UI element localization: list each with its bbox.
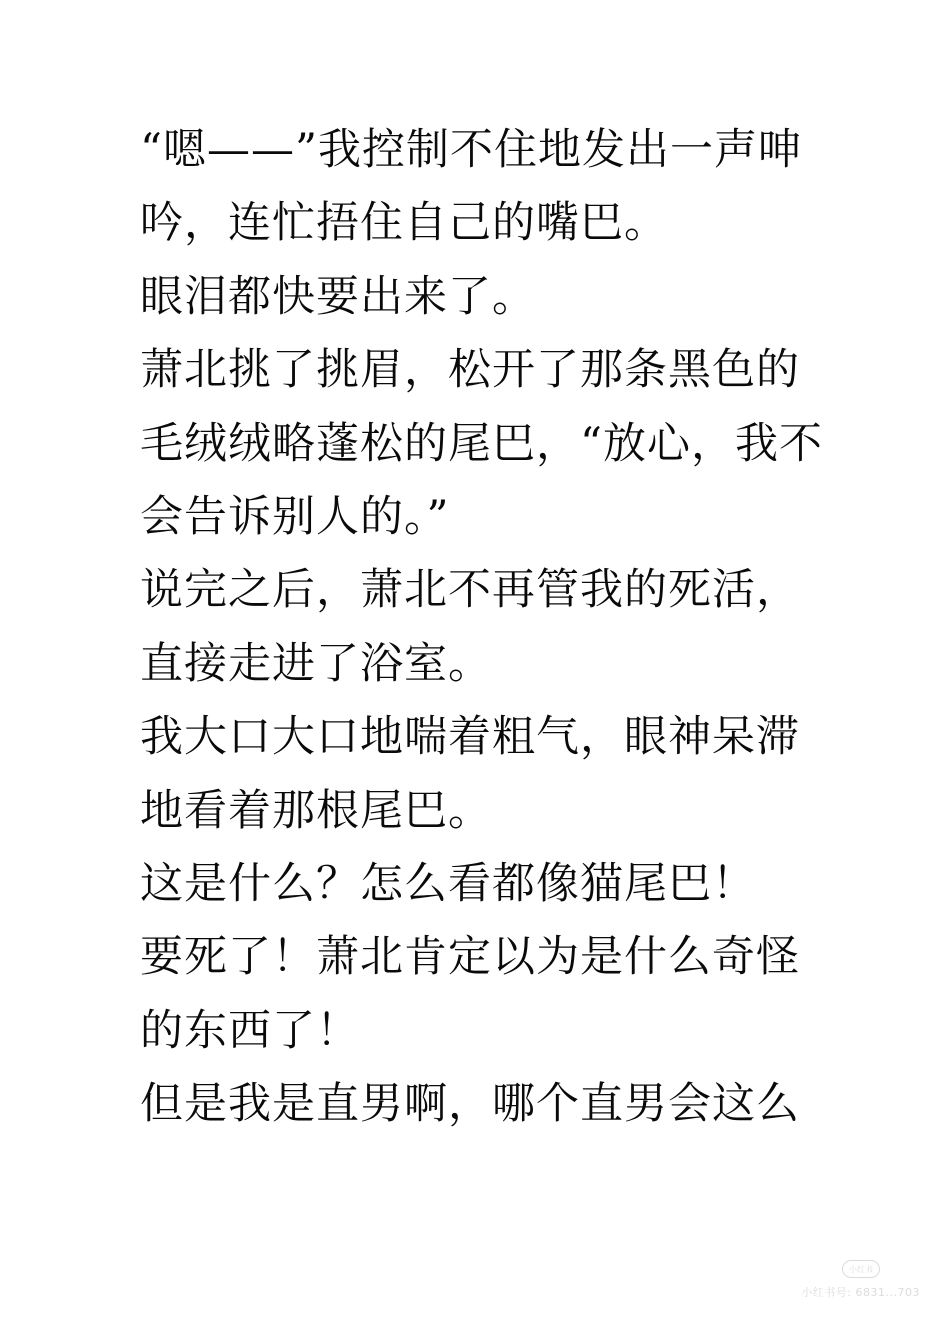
text-line: “嗯——”我控制不住地发出一声呻	[140, 125, 802, 175]
text-line: 我大口大口地喘着粗气，眼神呆滞	[140, 712, 800, 763]
text-line: 地看着那根尾巴。	[140, 785, 492, 836]
text-line: 萧北挑了挑眉，松开了那条黑色的	[140, 345, 800, 396]
text-line: 毛绒绒略蓬松的尾巴，“放心，我不	[140, 418, 823, 469]
text-line: 说完之后，萧北不再管我的死活，	[140, 565, 800, 616]
text-line: 会告诉别人的。”	[140, 491, 450, 542]
watermark	[801, 1260, 920, 1300]
text-line: 的东西了！	[140, 1005, 360, 1056]
story-text-block	[140, 114, 823, 1141]
text-line: 这是什么？怎么看都像猫尾巴！	[140, 858, 756, 909]
text-line: 但是我是直男啊，哪个直男会这么	[140, 1079, 800, 1130]
watermark-text: 小红书号: 6831...703	[801, 1286, 920, 1299]
text-line: 吟，连忙捂住自己的嘴巴。	[140, 198, 668, 249]
text-line: 要死了！萧北肯定以为是什么奇怪	[140, 932, 800, 983]
watermark-logo-icon: 小红书	[842, 1260, 880, 1278]
text-line: 直接走进了浴室。	[140, 638, 492, 689]
text-line: 眼泪都快要出来了。	[140, 271, 536, 322]
